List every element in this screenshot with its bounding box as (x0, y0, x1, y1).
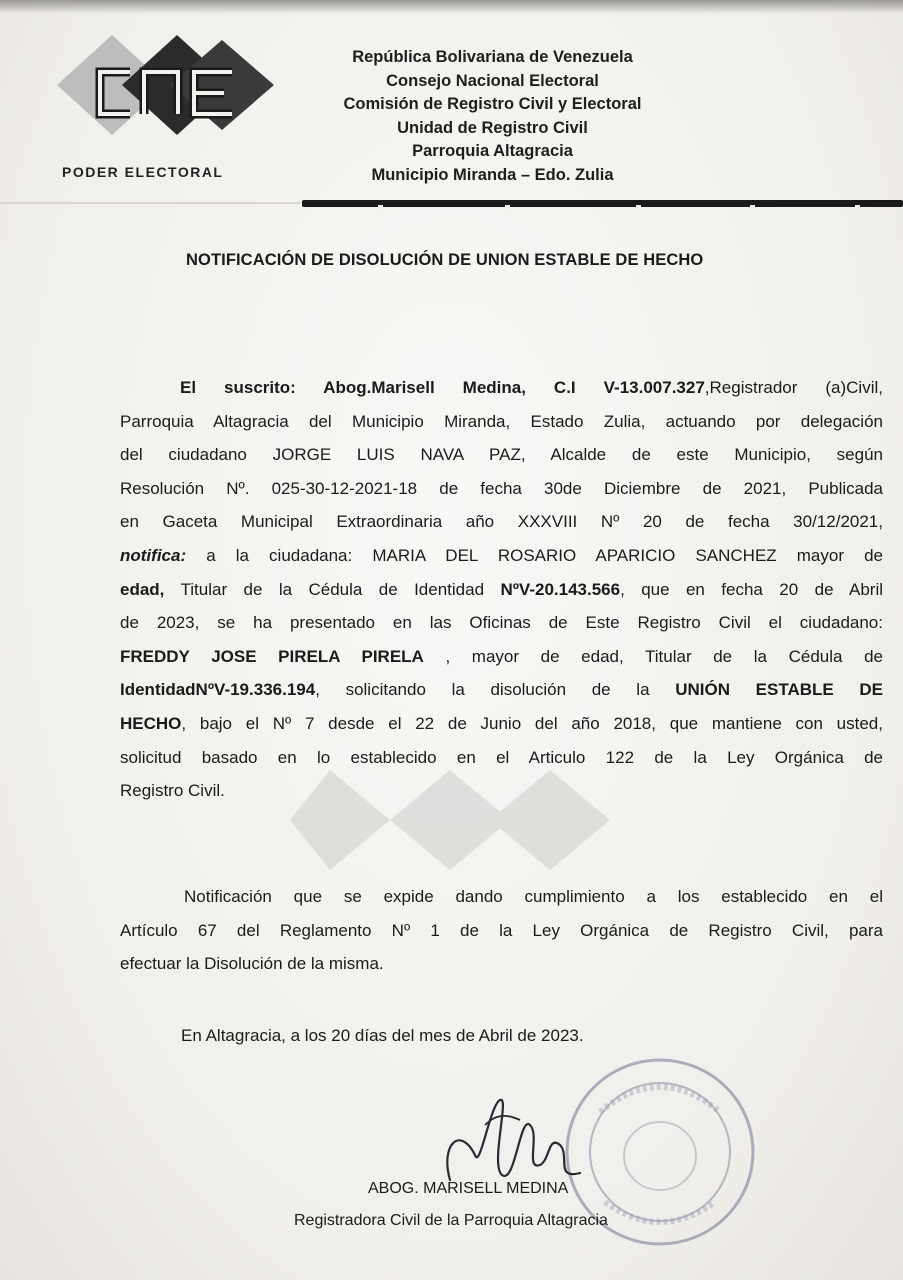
text-line: del ciudadano JORGE LUIS NAVA PAZ, Alcalde de este Municipio, según (120, 445, 883, 465)
notification-paragraph (120, 371, 883, 808)
text-line: Notificación que se expide dando cumplimiento a los establecido en el (184, 887, 883, 906)
text-line: Resolución Nº. 025-30-12-2021-18 de fecha 30de Diciembre de 2021, Publicada (120, 478, 883, 498)
header-line: Parroquia Altagracia (412, 142, 573, 160)
header-line: Unidad de Registro Civil (397, 118, 588, 137)
text-line: El suscrito: Abog.Marisell Medina, C.I V-13.007.327,Registrador (a)Civil, (180, 378, 883, 397)
text-line: solicitud basado en lo establecido en el Articulo 122 de la Ley Orgánica de (120, 747, 883, 767)
text-line: Artículo 67 del Reglamento Nº 1 de la Ley Orgánica de Registro Civil, para (120, 920, 883, 940)
text-line: edad, Titular de la Cédula de Identidad NºV-20.143.566, que en fecha 20 de Abril (120, 579, 883, 599)
header-line: Consejo Nacional Electoral (386, 71, 599, 90)
institution-header (300, 46, 685, 187)
logo-subtitle: PODER ELECTORAL (62, 164, 224, 180)
date-line: En Altagracia, a los 20 días del mes de Abril de 2023. (181, 1026, 584, 1045)
document-title: NOTIFICACIÓN DE DISOLUCIÓN DE UNION ESTABLE DE HECHO (186, 251, 704, 269)
text-line: Parroquia Altagracia del Municipio Miranda, Estado Zulia, actuando por delegación (120, 411, 883, 431)
header-line: República Bolivariana de Venezuela (352, 48, 633, 66)
text-line: FREDDY JOSE PIRELA PIRELA , mayor de edad, Titular de la Cédula de (120, 646, 883, 666)
signer-name: ABOG. MARISELL MEDINA (368, 1180, 569, 1197)
legal-basis-paragraph (120, 880, 883, 981)
text-line: IdentidadNºV-19.336.194, solicitando la disolución de la UNIÓN ESTABLE DE (120, 680, 883, 700)
text-line: notifica: a la ciudadana: MARIA DEL ROSARIO APARICIO SANCHEZ mayor de (120, 545, 883, 565)
header-line: Comisión de Registro Civil y Electoral (343, 95, 642, 113)
header-line: Municipio Miranda – Edo. Zulia (371, 165, 614, 184)
signer-title: Registradora Civil de la Parroquia Altagracia (294, 1212, 608, 1229)
header-rule (302, 200, 903, 207)
header-faint-rule (0, 202, 300, 204)
text-line: de 2023, se ha presentado en las Oficinas de Este Registro Civil el ciudadano: (120, 613, 883, 633)
text-line: en Gaceta Municipal Extraordinaria año XXXVIII Nº 20 de fecha 30/12/2021, (120, 512, 883, 532)
text-line: Registro Civil. (120, 781, 225, 801)
text-line: HECHO, bajo el Nº 7 desde el 22 de Junio del año 2018, que mantiene con usted, (120, 713, 883, 733)
handwritten-signature (430, 1085, 600, 1195)
scan-shadow (0, 0, 903, 14)
text-line: efectuar la Disolución de la misma. (120, 954, 384, 974)
